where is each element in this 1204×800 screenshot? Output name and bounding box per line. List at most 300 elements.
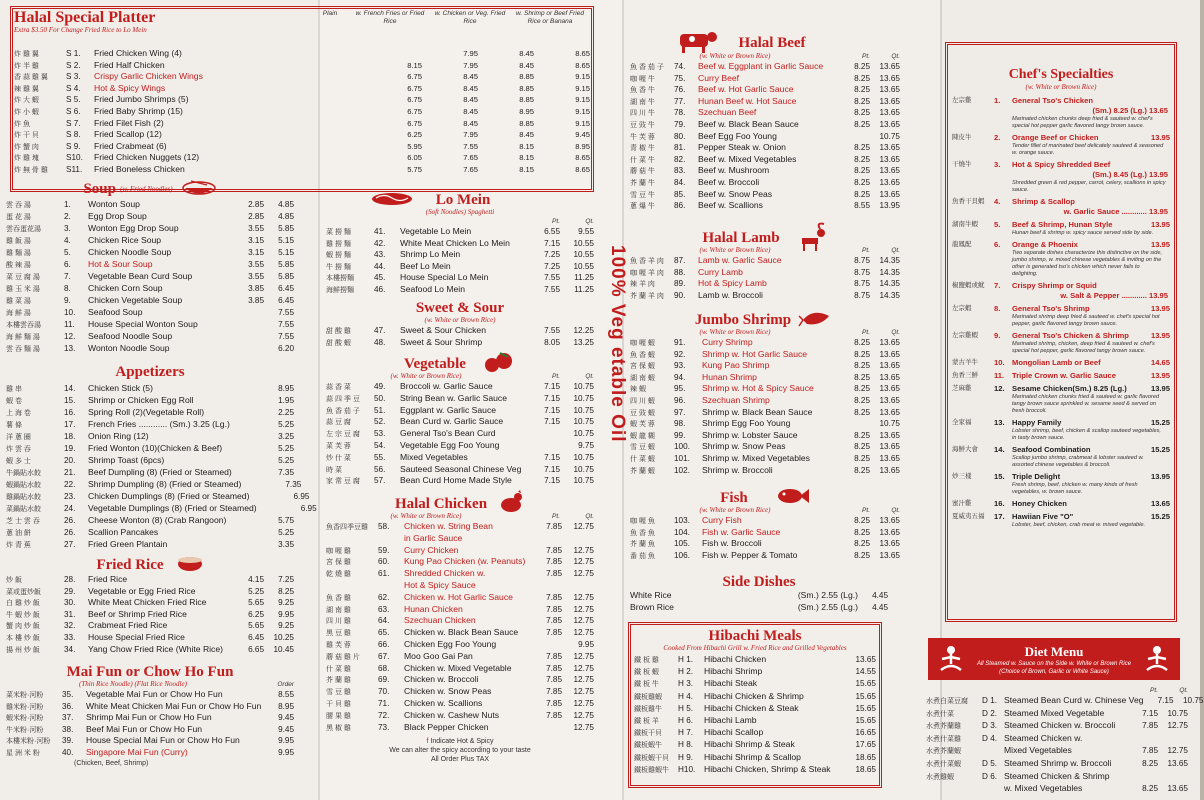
menu-item-row [630, 602, 888, 614]
chinese-name: 黑 豆 雞 [326, 630, 351, 638]
item-price: 9.95 [278, 747, 294, 757]
chinese-name: 海鮮撈麵 [326, 286, 354, 294]
item-name: Shrimp Toast (6pcs) [88, 455, 165, 465]
chinese-name: 芝 士 雲 吞 [6, 518, 40, 525]
item-price: 6.45 [248, 632, 264, 642]
item-name: Orange Beef or Chicken [1012, 133, 1099, 142]
item-number: S11. [66, 164, 83, 174]
item-name: Chicken Dumplings (8) (Fried or Steamed) [88, 491, 250, 501]
chinese-name: 雞 玉 米 湯 [6, 286, 40, 293]
item-number: 41. [374, 227, 386, 236]
item-number: 26. [64, 528, 76, 537]
chinese-name: 干 貝 雞 [326, 700, 351, 708]
menu-item-row [326, 521, 594, 533]
chinese-name: 雞 飯 湯 [6, 238, 31, 245]
item-name: Chicken w. Hot Garlic Sauce [404, 591, 513, 602]
halal-lamb-section [630, 230, 900, 301]
chinese-name: 乾 燒 雞 [326, 571, 351, 579]
chef-item [952, 331, 1170, 355]
item-number: 9. [994, 331, 1001, 340]
item-price: 13.65 [879, 395, 900, 405]
item-price-line: w. Salt & Pepper ............ 13.95 [1060, 291, 1168, 300]
item-name: Fish w. Broccoli [702, 538, 762, 549]
item-price: 15.65 [855, 703, 876, 713]
item-name: Chicken Rice Soup [88, 235, 162, 245]
chinese-name: 湖 南 蝦 [630, 374, 655, 382]
menu-item-row [6, 454, 294, 466]
menu-item-row [326, 639, 594, 651]
chinese-name: 炸 魚 [14, 120, 30, 128]
diet-subtitle-2: (Choice of Brown, Garlic or White Sauce) [999, 669, 1109, 675]
chinese-name: 雞米粉·河粉 [6, 703, 44, 711]
menu-item-row [6, 282, 294, 294]
chinese-name: 雲吞蛋花湯 [6, 226, 41, 233]
item-price: 13.65 [879, 407, 900, 417]
item-number: 46. [374, 284, 386, 294]
item-price: 13.95 [1150, 472, 1170, 481]
item-number: 28. [64, 575, 76, 584]
chinese-name: 左 宗 豆 腐 [326, 431, 360, 439]
item-name: General Tso's Bean Curd [400, 428, 496, 439]
item-price: 8.45 [519, 130, 534, 140]
item-number: 43. [374, 250, 386, 260]
item-price: 6.95 [300, 504, 317, 513]
item-number: H 8. [678, 740, 694, 750]
item-price: 12.75 [573, 628, 594, 638]
item-price: 8.45 [463, 106, 478, 116]
item-number: 97. [674, 407, 686, 417]
item-number: 13. [64, 344, 76, 353]
item-price: 13.95 [1150, 240, 1170, 249]
chinese-name: 雪 豆 牛 [630, 191, 655, 199]
item-price: 8.95 [278, 384, 294, 393]
menu-item-row [326, 475, 594, 487]
item-name: Curry Lamb [698, 266, 743, 277]
fish-subtitle: (w. White or Brown Rice) [699, 506, 771, 514]
mei-fun-section [6, 664, 294, 768]
item-name: Hibachi Shrimp [704, 666, 763, 677]
item-number: 17. [994, 512, 1005, 521]
item-price: 7.85 [546, 687, 562, 697]
item-price: 13.65 [879, 108, 900, 118]
menu-item-row [926, 707, 1188, 720]
item-number: 1. [64, 200, 71, 209]
item-name: Vegetable or Egg Fried Rice [88, 585, 196, 596]
hibachi-list [634, 653, 876, 775]
item-name: Broccoli w. Garlic Sauce [400, 381, 493, 391]
item-name: w. Mixed Vegetables [1004, 783, 1083, 794]
menu-item-row [6, 418, 294, 430]
item-price: 10.55 [573, 261, 594, 271]
item-price: 4.45 [872, 602, 888, 612]
item-price: 9.95 [278, 609, 294, 619]
menu-item-row [630, 73, 900, 85]
item-price: 7.15 [544, 393, 560, 403]
noodle-dish-icon [370, 190, 414, 211]
menu-item-row [14, 94, 590, 106]
item-price: 6.75 [407, 83, 422, 93]
hibachi-subtitle: Cooked From Hibachi Grill w. Fried Rice and Grilled Vegetables [663, 644, 847, 652]
menu-item-row [326, 722, 594, 734]
item-price: 6.75 [407, 106, 422, 116]
item-price: 8.45 [463, 95, 478, 105]
item-price: 9.25 [278, 621, 294, 631]
menu-item-row [326, 710, 594, 722]
chef-item-title [952, 418, 1170, 428]
item-name: Beef w. Mushroom [698, 165, 770, 176]
header-pt: Pt. [552, 513, 560, 520]
item-price: 7.65 [463, 153, 478, 163]
item-price: 14.35 [879, 256, 900, 265]
item-number: 12. [64, 332, 76, 341]
item-number: 62. [378, 592, 390, 602]
item-price: 8.55 [278, 690, 294, 699]
item-price: 7.85 [546, 592, 562, 602]
item-description: Lobster shrimp, beef, chicken & scallop sauteed vegetables, in tasty brown sauce. [1012, 428, 1161, 441]
item-price: 18.65 [855, 752, 876, 762]
item-price-line: w. Garlic Sauce ............ 13.95 [1063, 207, 1168, 216]
menu-item-row [326, 393, 594, 405]
item-number: 63. [378, 604, 390, 614]
item-number: S 4. [66, 83, 81, 93]
item-number: 16. [994, 499, 1005, 508]
chinese-name: 雲 吞 麵 湯 [6, 346, 40, 353]
chinese-name: 魚 香 雞 [326, 594, 351, 602]
item-number: 32. [64, 621, 76, 631]
chinese-name: 四 川 牛 [630, 110, 655, 118]
item-price: 8.25 [854, 465, 870, 475]
item-number: D 3. [982, 721, 998, 731]
chinese-name: 雞鍋貼水餃 [6, 494, 41, 501]
item-name: House Special Wonton Soup [88, 319, 198, 329]
item-price: 7.85 [546, 663, 562, 673]
item-name: Hot & Spicy Shredded Beef [1012, 160, 1111, 169]
item-name: Beef Dumpling (8) (Fried or Steamed) [88, 467, 232, 477]
item-price: 2.25 [278, 408, 294, 417]
item-price: 14.35 [879, 290, 900, 300]
item-price: 7.25 [278, 575, 294, 584]
item-name: Hot & Sour Soup [88, 259, 153, 269]
chinese-name: 上 海 卷 [6, 410, 31, 417]
menu-item-row [630, 290, 900, 302]
item-name: Fried Baby Shrimp (15) [94, 105, 183, 116]
item-number: D 1. [982, 696, 998, 705]
chinese-name: 黑 椒 雞 [326, 724, 351, 732]
item-price: 3.85 [248, 284, 264, 293]
item-number: 33. [64, 632, 76, 642]
item-price: 13.65 [879, 96, 900, 106]
item-price: 7.85 [546, 522, 562, 531]
item-price: 7.95 [463, 49, 478, 58]
item-number: 90. [674, 290, 686, 300]
item-name: Steamed Chicken w. [1004, 732, 1083, 743]
item-name: White Meat Chicken Fried Rice [88, 597, 207, 608]
menu-item-row [630, 61, 900, 73]
item-number: 67. [378, 651, 390, 661]
item-description: Tender fillet of marinated beef delicately sauteed & seasoned w. orange sauce. [1012, 143, 1164, 156]
item-name: Fried Crabmeat (6) [94, 140, 167, 151]
item-name: Hibachi Shrimp & Steak [704, 739, 795, 750]
appetizers-section [6, 364, 317, 550]
item-name: Scallion Pancakes [88, 527, 159, 537]
soup-section [6, 180, 294, 354]
item-price: 7.55 [544, 273, 560, 283]
vegetable-title: Vegetable [404, 356, 466, 372]
chef-item [952, 512, 1170, 529]
chinese-name: 咖 喱 雞 [326, 547, 351, 555]
item-number: H 7. [678, 728, 694, 738]
item-name: Chicken w. String Bean [404, 521, 493, 531]
item-name: Hibachi Chicken [704, 654, 767, 664]
item-price: 3.35 [278, 540, 294, 549]
item-price: 13.65 [879, 361, 900, 371]
menu-item-row [6, 538, 294, 550]
item-number: 100. [674, 442, 690, 452]
chinese-name: 干燒牛 [952, 161, 972, 168]
item-number: 80. [674, 131, 686, 141]
item-price: 10.75 [1167, 708, 1188, 718]
chinese-name: 炸 小 蝦 [14, 108, 39, 116]
item-price: 13.95 [1150, 384, 1170, 393]
chinese-name: 腰 果 雞 [326, 712, 351, 720]
chinese-name: 左宗雞 [952, 97, 972, 104]
mei-fun-subtitle: (Thin Rice Noodle) (Flat Rice Noodle) [79, 680, 187, 688]
item-number: 6. [64, 260, 71, 269]
item-price: 13.65 [1167, 758, 1188, 768]
item-price: 11.25 [574, 284, 594, 294]
chinese-name: 宮 保 雞 [326, 559, 351, 567]
menu-item-row [630, 590, 888, 602]
item-name: Chicken w. Broccoli [404, 674, 479, 685]
item-price: 13.65 [879, 189, 900, 199]
chef-item-title [952, 220, 1170, 230]
platter-column-header: Plain [322, 10, 338, 17]
platter-column-header: w. Shrimp or Beef Fried Rice or Banana [516, 10, 584, 25]
item-price: 7.85 [546, 628, 562, 638]
chef-item [952, 281, 1170, 301]
item-name: Shrimp Lo Mein [400, 249, 461, 260]
item-name: Shrimp Dumpling (8) (Fried or Steamed) [88, 479, 242, 489]
item-price: 12.75 [573, 522, 594, 531]
halal-beef-section [630, 34, 900, 212]
vegetable-subtitle: (w. White or Brown Rice) [390, 372, 462, 380]
item-number: 103. [674, 516, 690, 525]
menu-item-row [326, 545, 594, 557]
item-number: 44. [374, 261, 386, 271]
item-number: 51. [374, 405, 386, 415]
menu-item-row [326, 381, 594, 393]
item-price: 12.75 [573, 675, 594, 685]
item-price: 12.75 [573, 698, 594, 708]
item-number: 81. [674, 143, 686, 153]
item-price: 7.85 [1142, 721, 1158, 731]
chef-item [952, 384, 1170, 415]
diet-title: Diet Menu [1024, 644, 1084, 659]
item-number: 72. [378, 710, 390, 720]
item-price: 7.85 [1142, 746, 1158, 756]
chinese-name: 酸 辣 湯 [6, 262, 31, 269]
item-price: 8.25 [854, 539, 870, 549]
item-number: 52. [374, 417, 386, 427]
menu-item-row [6, 270, 294, 282]
side-dishes-list [630, 590, 888, 613]
item-description: Marinated shrimp deep fried & sauteed w. chef's special hot pepper, garlic flavored tangy brown sauce. [1012, 314, 1160, 327]
menu-item-row [6, 735, 294, 747]
sweet-sour-section [326, 300, 594, 348]
item-price: 8.45 [463, 83, 478, 93]
menu-item-row [634, 665, 876, 677]
menu-item-row [630, 372, 900, 384]
item-price: 8.15 [519, 164, 534, 174]
item-price: 7.65 [463, 164, 478, 174]
item-price: 7.95 [463, 60, 478, 70]
chef-specialties-box [945, 42, 1177, 622]
item-price: 8.75 [854, 256, 870, 265]
item-price: 13.65 [879, 349, 900, 359]
item-name: Triple Crown w. Garlic Sauce [1012, 371, 1116, 380]
item-price: 12.75 [573, 545, 594, 555]
chinese-name: 星 洲 米 粉 [6, 749, 40, 757]
chinese-name: 菜或蛋炒飯 [6, 588, 41, 596]
item-number: 68. [378, 663, 390, 673]
spacer [952, 106, 1012, 116]
chinese-name: 菜 芙 蓉 [326, 442, 351, 450]
item-name: Fried Scallop (12) [94, 129, 162, 140]
item-number: 10. [994, 358, 1005, 367]
header-qt: Qt. [1179, 687, 1188, 694]
item-name: Hibachi Lamb [704, 714, 757, 725]
chef-item [952, 371, 1170, 381]
item-price: 13.65 [879, 465, 900, 475]
appetizers-title: Appetizers [115, 364, 185, 380]
item-price: 12.75 [573, 592, 594, 602]
menu-item-row [630, 165, 900, 177]
chinese-name: 雪 豆 雞 [326, 689, 351, 697]
item-price: 14.65 [1150, 358, 1170, 367]
platter-section [14, 10, 590, 176]
item-name: Beef w. Mixed Vegetables [698, 153, 797, 164]
item-price: 10.75 [573, 429, 594, 439]
item-name: Egg Drop Soup [88, 211, 147, 221]
item-number: 65. [378, 628, 390, 638]
menu-item-row [630, 383, 900, 395]
item-name: Triple Delight [1012, 472, 1061, 481]
chef-item-title [952, 445, 1170, 455]
item-price: 7.85 [546, 675, 562, 685]
item-price: 10.75 [573, 405, 594, 415]
chinese-name: 魚 香 蝦 [630, 351, 655, 359]
chinese-name: 芝麻雞 [952, 385, 972, 392]
item-name: Beef w. Snow Peas [698, 188, 773, 199]
menu-item-row [6, 342, 294, 354]
chinese-name: 水煮什菜蝦 [926, 760, 961, 768]
chinese-name: 蘑 菇 牛 [630, 168, 655, 176]
menu-item-row [6, 597, 294, 609]
menu-item-row [14, 118, 590, 130]
menu-item-row [14, 164, 590, 176]
menu-item-row [326, 272, 594, 284]
item-name: Curry Shrimp [702, 337, 753, 347]
menu-item-row [6, 222, 294, 234]
item-price: 7.85 [546, 616, 562, 626]
chef-item [952, 220, 1170, 237]
item-price: 12.75 [573, 722, 594, 732]
item-price: 13.65 [879, 143, 900, 153]
chinese-name: 菜 撈 麵 [326, 229, 351, 236]
item-number: 4. [994, 197, 1001, 206]
item-name: Vegetable Dumplings (8) (Fried or Steamed) [88, 503, 257, 513]
item-number: 31. [64, 609, 76, 619]
menu-item-row [326, 440, 594, 452]
soup-bowl-icon [181, 179, 217, 200]
chinese-name: 雞 麵 湯 [6, 250, 31, 257]
chinese-name: 蒙古羊牛 [952, 359, 978, 366]
spacer [952, 207, 1012, 217]
item-number: 99. [674, 430, 686, 440]
item-price: 15.25 [1150, 418, 1170, 427]
item-price: 8.45 [463, 118, 478, 128]
chef-item-title [952, 197, 1170, 207]
chinese-name: 豆 豉 蝦 [630, 409, 655, 417]
item-name: White Rice [630, 590, 672, 600]
chef-item-title [952, 240, 1170, 250]
item-number: S10. [66, 153, 83, 163]
item-price: 6.55 [544, 227, 560, 236]
chef-item-title [952, 96, 1170, 106]
menu-item-subline [326, 533, 594, 545]
item-name: French Fries ............ (Sm.) 3.25 (Lg.) [88, 419, 230, 429]
menu-item-row [926, 744, 1188, 757]
chinese-name: 炸 無 骨 雞 [14, 166, 48, 174]
chinese-name: 鐵板蝦牛 [634, 742, 662, 750]
item-name: Sesame Chicken(Sm.) 8.25 (Lg.) [1012, 384, 1127, 393]
menu-item-row [6, 586, 294, 598]
item-number: 54. [374, 440, 386, 450]
item-number: H 9. [678, 752, 694, 762]
item-number: 39. [62, 736, 74, 746]
menu-item-row [634, 751, 876, 763]
item-price: 3.55 [248, 272, 264, 281]
item-price: 13.65 [879, 119, 900, 129]
menu-item-row [326, 325, 594, 337]
spacer [952, 170, 1012, 180]
chinese-name: 雞 撈 麵 [326, 240, 351, 248]
menu-item-row [326, 405, 594, 417]
item-price: 6.45 [278, 296, 294, 305]
menu-item-row [6, 609, 294, 621]
item-price: 7.15 [1142, 708, 1158, 718]
chinese-name: 菜鍋貼水餃 [6, 506, 41, 513]
item-price: 10.75 [573, 393, 594, 403]
menu-item-row [634, 677, 876, 689]
halal-beef-subtitle: (w. White or Brown Rice) [699, 52, 771, 60]
item-price: 3.15 [248, 248, 264, 257]
item-price: 13.65 [879, 550, 900, 560]
chinese-name: 芥 蘭 魚 [630, 541, 655, 549]
item-price: 15.25 [1150, 445, 1170, 454]
chinese-name: 夏威夷五福 [952, 513, 985, 520]
fish-section [630, 490, 900, 561]
chinese-name: 牛 蝦 炒 飯 [6, 611, 40, 619]
item-price: 7.25 [544, 261, 560, 271]
item-name: Seafood Noodle Soup [88, 331, 173, 341]
item-name: Honey Chicken [1012, 499, 1067, 508]
menu-item-row [634, 726, 876, 738]
item-number: 84. [674, 177, 686, 187]
item-name: Hawiian Five "O" [1012, 512, 1074, 521]
item-name: Beef & Shrimp, Hunan Style [1012, 220, 1113, 229]
item-name: Spring Roll (2)(Vegetable Roll) [88, 407, 205, 417]
